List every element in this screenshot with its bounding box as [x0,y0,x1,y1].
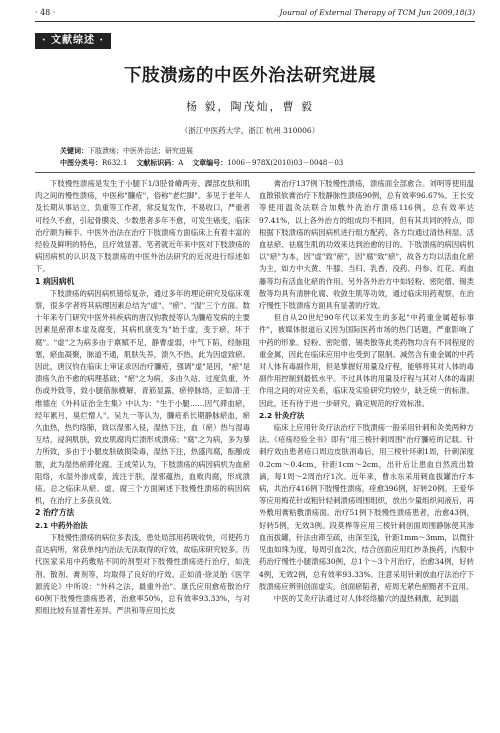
classification-line [60,158,460,168]
header-rule [35,21,475,22]
intro-paragraph: 下肢慢性溃疡是发生于小腿下1/3胫骨嵴两旁、踝部皮肤和肌肉之间的慢性溃疡，中医称"臁疮"，俗称"老烂脚"。多见于老年人及长期从事站立、负重等工作者，常反复发作，不易收口，严重者可经久不愈，引起骨膜炎、少数患者多年不愈，可发生癌变，临床治疗颇为棘手。中医外治法在治疗下肢溃疡方面临床上有着丰富的经验及鲜明的特色，且疗效显著。笔者就近年来中医对下肢溃疡的病因病机的认识及下肢溃疡的中医外治法研究的近况进行综述如下。 [35,179,250,274]
article-affiliation: （浙江中医药大学，浙江 杭州 310006） [180,126,320,135]
classification-value: R632.1 [102,159,128,167]
doc-code-value: A [178,159,184,167]
right-paragraph-3: 临床上应用针灸疗法治疗下肢溃疡一般采用针刺和灸类两种方法。《疮疡经验全书》即有"用三棱针刺周围"治疗臁疮的记载。针刺疗效由患者疮口周边皮肤消毒后，用三棱针环刺1周，针刺深度0.2cm～0.4cm，针距1cm～2cm，出针后让患血自然流出数滴，每1周～2周治疗1次。近年来，曹永东采用刺血拔罐治疗本病，共治疗416例下肢慢性溃疡，痊愈396例，好转20例。王爱华等应用梅花针或粗针轻刺溃疡周围组织，放出少量组织间液后，再外敷用膏粘敷溃疡面。治疗51例下肢慢性溃疡患者，治愈43例，好转5例，无效3例。段莫桦等应用三棱针刺创面周围静脉使其渗血而拔罐，针法由滞至疏，由深至浅，针距1mm～3mm，以微针见血如珠为度，每周引血2次，结合创面应用红纱条换药，内服中药治疗慢性小腿溃疡30例，总1个～3个月治疗，治愈34例，好转4例，无效2例，总有效率93.33%。注意采用针刺放血疗法治疗下肢溃疡应辨别创面虚实，创面瘀陷者，疮周无紧色瘀黯者不宜用。 [259,423,474,591]
section-2-1-text: 下肢慢性溃疡的病位多表浅，患处局部用药吸收快，可使药力直达病所，常获单纯内治法无法取得的疗效，故临床研究较多。历代医家采用中药敷贴不同的剂型对下肢慢性溃疡进行治疗，如洗剂、散剂、膏剂等，均取得了良好的疗效。正如清·徐灵胎《医学源流论》中所说："外科之法，最重外治"。康氏应用愈疮散治疗60例下肢慢性溃疡患者，治愈率50%，总有效率93.33%，与对照组比较有显著性差异。严洪和等应用长皮 [35,532,250,616]
right-paragraph-4: 中医的艾灸疗法通过对人体经络腧穴的温热刺激，起到温 [273,593,459,603]
right-paragraph-2: 但自从20世纪90年代以来发生的多起"中药重金属超标事件"，被媒体报道后又因为国际医药市场的热门话题，严重影响了中药的形象。轻粉、密陀僧、锡类散等此类药物均含有不同程度的重金属，因此在临床应用中也受到了限制。减然含有重金属的中药对人体有毒副作用，但是掌握好用量及疗程，能够将其对人体的毒副作用控制到最低水平。不过具体的用量及疗程与其对人体的毒副作用之间的对应关系，临床及实验研究均较少，缺乏统一的标准。因此，还有待于进一步研究，确定规范的疗效标准。 [259,313,474,408]
section-1-heading: 1 病因病机 [35,276,75,286]
section-2-heading: 2 治疗方法 [35,508,75,518]
page-number: · 48 · [35,8,56,17]
article-id-value: 1006－978X(2010)03－0048－03 [227,159,344,167]
journal-title: Journal of External Therapy of TCM Jun 2009,18(3) [279,8,475,17]
section-2-2-heading: 2.2 针灸疗法 [259,410,305,420]
section-2-1-heading: 2.1 中药外治法 [35,520,88,530]
right-paragraph-1: 膏治疗137例下肢慢性溃疡，溃疡面全部愈合。刘明等使用温血散银软膏治疗下肢静脉性溃疡90例，总有效率96.67%。王长安等使用温灸法联合加敷外洗治疗溃疡116例，总有效率达97.41%，以上各外治方的组成均不相同，但有其共同的特点，即根据下肢溃疡的病因病机进行组方配药，各方均通过清热利湿、活血祛瘀、祛腐生肌的功效来达到治愈的目的。下肢溃疡的病因病机以"瘀"为本，因"虚"致"瘀"，因"腐"致"瘀"，故各方均以活血化瘀为主，如方中大黄、牛膝、当归、乳香、没药、丹参、红花、鸡血藤等均有活血化瘀的作用。另外各外治方中如轻粉、密陀僧、锡类散等均具有清肿化腐、收敛生肌等功效，通过临床用药观察，在治疗慢性下肢溃疡方面具有显著的疗效。 [259,179,474,311]
classification-label: 中图分类号： [60,158,102,167]
keywords-label: 关键词： [60,146,88,155]
article-authors: 杨 毅，陶茂灿，曹 毅 [186,100,314,113]
keywords-line [60,146,460,156]
page-header [35,8,475,22]
article-title: 下肢溃疡的中医外治法研究进展 [124,66,376,86]
left-column [35,178,250,617]
doc-code-label: 文献标识码： [136,158,179,167]
right-column [259,178,474,605]
meta-rule [35,172,475,173]
column-badge: · 文献综述 · [35,33,111,49]
article-id-label: 文章编号： [192,158,228,167]
section-1-text: 下肢溃疡的病因病机错综复杂，通过多年的理论研究及临床观察，很多学者将其病理因素总结为"虚"、"瘀"、"湿"三个方面。数十年来专门研究中医外科疾病的唐汉钧教授等认为臁疮发病的主要因素是瘀滞本虚及腐变，其病机演变为"始于虚，变于瘀，坏于腐"。"虚"之为病多由于禀赋不足，静曹虚弱，中气下陷，经脉阻塞，瘀血凝聚，脉道不通，肌肤失养，溃久不热，此为因虚致瘀。因此，唐汉钧在临床上审证求因治疗臁疮，强调"虚"是因，"瘀"是溃疡久治不愈的病理基础；"瘀"之为病，多由久站、过度负重、外伤或外致等，致小腿筋脉横解，青筋显露，瘀停脉络，正如清·王维德在《外科证治全生集》中认为："生于小腿……因气滞血瘀，经年累月，臭烂憎人"。吴九一等认为，臁疮系长期静脉瘀血，瘀久血热，热灼络肺，致以湿邪入侵，湿热下注，血（瘀）热与湿毒互结，浸润肌肤，致皮肌腐肉烂溃形成溃疡；"腐"之为病，多为暴力所致，多由于小腿皮肤破损染毒，湿热下注，热盛肉腐，酝酿成脓，此为湿热瘀滞化腐。王成荣认为，下肢溃疡的病因病机为血瘀阻络，水湿外渗成泰，流注于肤，湿邪蕴热，血败肉腐，形成溃疡。总之临床从瘀、虚、腐三个方面阐述下肢慢性溃疡的病因病机，在治疗上多获良效。 [35,288,250,506]
keywords-value: 下肢溃疡；中医外治法；研究进展 [88,147,193,155]
